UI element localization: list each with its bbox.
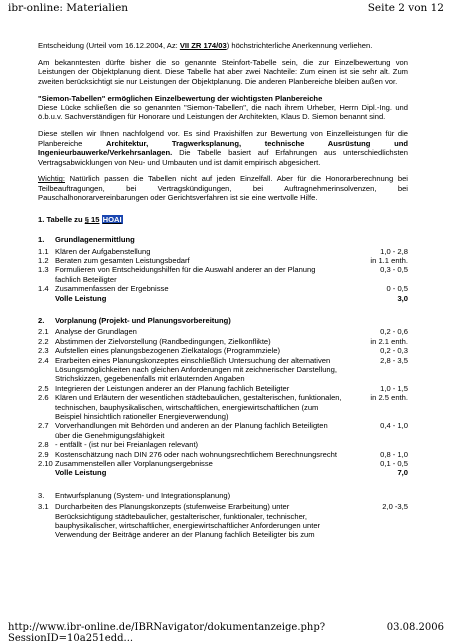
- row-description: Analyse der Grundlagen: [55, 327, 137, 337]
- row-description: Zusammenfassen der Ergebnisse: [55, 284, 169, 294]
- paragraph-important: Wichtig: Natürlich passen die Tabellen nicht auf jeden Einzelfall. Aber für die Honorarberechnung bei Teilbeauftragungen, bei Vertragskündigungen, bei Auftragnehmerinsolvenzen, bei Pauschalhonorarvereinbarungen oder Gerichtsverfahren ist sie eine wertvolle Hilfe.: [38, 174, 408, 203]
- section-title: Vorplanung (Projekt- und Planungsvorbereitung): [55, 315, 231, 325]
- paragraph-ref-link[interactable]: § 15: [84, 214, 100, 224]
- table-row: [38, 256, 408, 265]
- row-description: Vorverhandlungen mit Behörden und anderen an der Planung fachlich Beteiligten über die Genehmigungsfähigkeit: [55, 421, 328, 440]
- hoai-link[interactable]: HOAI: [102, 214, 122, 224]
- page-number: Seite 2 von 12: [367, 2, 444, 14]
- row-number: 2.8: [38, 440, 49, 450]
- row-number: 2.5: [38, 383, 49, 393]
- table-row: [38, 393, 408, 421]
- row-number: 2.4: [38, 355, 49, 365]
- row-description: Klären und Erläutern der wesentlichen städtebaulichen, gestalterischen, funktionalen, technischen, bauphysikalischen, wirtschaftlichen, energiewirtschaftlichen (zum Beispiel hinsichtlich rationeller Energieverwendung): [55, 393, 342, 421]
- table-row: [38, 356, 408, 384]
- section-title: Entwurfsplanung (System- und Integrationsplanung): [55, 490, 231, 500]
- row-value: 0,8 - 1,0: [380, 449, 408, 459]
- page-footer: [8, 622, 444, 644]
- section-number: 1.: [38, 235, 45, 245]
- table-row: [38, 265, 408, 284]
- row-number: 2.2: [38, 336, 49, 346]
- section-title: Grundlagenermittlung: [55, 235, 135, 245]
- table-row: [38, 384, 408, 393]
- case-reference-link[interactable]: VII ZR 174/03: [179, 41, 227, 50]
- row-description: - entfällt - (ist nur bei Freianlagen relevant): [55, 440, 199, 450]
- row-value: 2,0 -3,5: [382, 502, 408, 512]
- table-row: [38, 346, 408, 355]
- row-value: 0,2 - 0,3: [380, 346, 408, 356]
- section-heading: [38, 316, 408, 325]
- document-body: [38, 41, 408, 540]
- row-value: 0,2 - 0,6: [380, 327, 408, 337]
- row-description: Klären der Aufgabenstellung: [55, 246, 151, 256]
- row-value: 0,1 - 0,5: [380, 459, 408, 469]
- row-description: Integrieren der Leistungen anderer an der Planung fachlich Beteiligter: [55, 383, 290, 393]
- row-number: 1.2: [38, 255, 49, 265]
- total-value: 7,0: [397, 468, 408, 478]
- section-heading: [38, 235, 408, 244]
- page-header: [0, 2, 452, 16]
- section-total: [38, 294, 408, 303]
- row-value: 0,4 - 1,0: [380, 421, 408, 431]
- table-row: [38, 421, 408, 440]
- row-number: 2.1: [38, 327, 49, 337]
- total-label: Volle Leistung: [55, 293, 107, 303]
- row-description: Erarbeiten eines Planungskonzeptes einschließlich Untersuchung der alternativen Lösungsmöglichkeiten nach gleichen Anforderungen mit zeichnerischer Darstellung, Strichskizzen, gegebenenfalls mit erläuternden Angaben: [55, 355, 337, 384]
- footer-url: http://www.ibr-online.de/IBRNavigator/dokumentanzeige.php?SessionID=10a251edd...: [8, 622, 326, 644]
- section-heading: [38, 491, 408, 500]
- row-value: in 2.5 enth.: [370, 393, 408, 403]
- row-number: 1.4: [38, 284, 49, 294]
- table-row: [38, 459, 408, 468]
- total-value: 3,0: [397, 293, 408, 303]
- row-number: 2.3: [38, 346, 49, 356]
- paragraph-siemon-title: "Siemon-Tabellen" ermöglichen Einzelbewertung der wichtigsten Planbereiche: [38, 93, 323, 103]
- row-value: 1,0 - 2,8: [380, 246, 408, 256]
- table-row: [38, 440, 408, 449]
- page-header-title: ibr-online: Materialien: [8, 2, 129, 14]
- section-total: [38, 468, 408, 477]
- row-number: 1.1: [38, 246, 49, 256]
- row-number: 2.7: [38, 421, 49, 431]
- section-number: 2.: [38, 315, 45, 325]
- row-number: 2.9: [38, 449, 49, 459]
- table-row: [38, 327, 408, 336]
- row-description: Abstimmen der Zielvorstellung (Randbedingungen, Zielkonflikte): [55, 336, 271, 346]
- paragraph-siemon: "Siemon-Tabellen" ermöglichen Einzelbewertung der wichtigsten Planbereiche Diese Lücke schließen die so genannten "Siemon-Tabellen", die nach ihrem Urheber, Herrn Dipl.-Ing. und ö.b.u.v. Sachverständigen für Honorare und Leistungen der Architekten, Klaus D. Siemon benannt sind.: [38, 93, 408, 122]
- row-value: 2,8 - 3,5: [380, 355, 408, 365]
- table-row: [38, 337, 408, 346]
- row-value: 1,0 - 1,5: [380, 383, 408, 393]
- row-number: 2.10: [38, 459, 53, 469]
- table-row: [38, 247, 408, 256]
- row-value: in 1.1 enth.: [370, 255, 408, 265]
- paragraph-steinfort: Am bekanntesten dürfte bisher die so genannte Steinfort-Tabelle sein, die zur Einzelbewertung von Leistungen der Objektplanung dient. Diese Tabelle hat aber zwei Nachteile: Zum einen ist sie sehr alt. Zum zweiten berücksichtigt sie nur Leistungen der Objektplanung. Die anderen Planbereiche bleiben außen vor.: [38, 57, 408, 86]
- row-description: Kostenschätzung nach DIN 276 oder nach wohnungsrechtlichem Berechnungsrecht: [55, 449, 337, 459]
- row-description: Formulieren von Entscheidungshilfen für die Auswahl anderer an der Planung fachlich Beteiligter: [55, 265, 316, 284]
- row-value: 0 - 0,5: [386, 284, 408, 294]
- row-description: Aufstellen eines planungsbezogenen Zielkatalogs (Programmziele): [55, 346, 280, 356]
- table-heading: 1. Tabelle zu § 15 HOAI: [38, 214, 122, 224]
- table-row: [38, 284, 408, 293]
- total-label: Volle Leistung: [55, 468, 107, 478]
- row-number: 2.6: [38, 393, 49, 403]
- table-row: [38, 450, 408, 459]
- important-label: Wichtig:: [38, 174, 66, 184]
- footer-date: 03.08.2006: [386, 622, 444, 633]
- row-value: in 2.1 enth.: [370, 336, 408, 346]
- row-description: Zusammenstellen aller Vorplanungsergebnisse: [55, 459, 213, 469]
- section-number: 3.: [38, 490, 45, 500]
- row-number: 3.1: [38, 502, 49, 512]
- row-description: Durcharbeiten des Planungskonzepts (stufenweise Erarbeitung) unter Berücksichtigung städtebaulicher, gestalterischer, funktionaler, technischer, bauphysikalischer, wirtschaftlicher, energiewirtschaftlicher Anforderungen unter Verwendung der Beiträge anderer an der Planung fachlich Beteiligter bis zum: [55, 502, 321, 540]
- paragraph-planbereiche: Diese stellen wir Ihnen nachfolgend vor. Es sind Praxishilfen zur Bewertung von Einzelleistungen für die Planbereiche Architektur, Tragwerksplanung, technische Ausrüstung und Ingenieurbauwerke/Verkehrsanlagen. Die Tabelle basiert auf Erfahrungen aus unterschiedlichsten Vertragsabwicklungen von Neu- und Umbauten und ist damit empirisch abgesichert.: [38, 129, 408, 167]
- fee-table: [38, 235, 408, 540]
- paragraph-judgment: Entscheidung (Urteil vom 16.12.2004, Az: VII ZR 174/03) höchstrichterliche Anerkennung verliehen.: [38, 41, 373, 50]
- row-description: Beraten zum gesamten Leistungsbedarf: [55, 255, 190, 265]
- row-value: 0,3 - 0,5: [380, 265, 408, 275]
- table-row: [38, 502, 408, 540]
- row-number: 1.3: [38, 265, 49, 275]
